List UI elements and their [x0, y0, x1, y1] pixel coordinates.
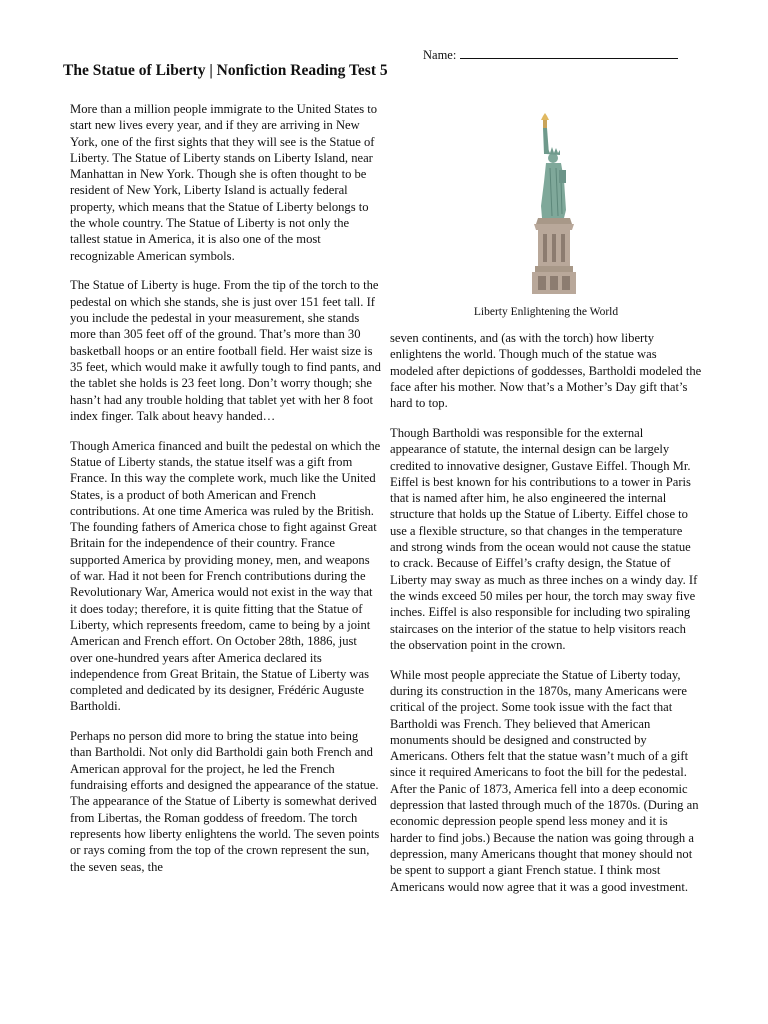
name-field[interactable] [423, 46, 678, 63]
name-blank-line[interactable] [460, 46, 678, 59]
paragraph: While most people appreciate the Statue of Liberty today, during its construction in the 1870s, many Americans were critical of the project. Some took issue with the fact that Bartholdi was French. They believed that American monuments should be designed and constructed by Americans. Others felt that the statue wasn’t much of a gift since it required Americans to foot the bill for the pedestal. After the Panic of 1873, America fell into a deep economic depression that lasted through much of the 1870s. (During an economic depression people spend less money and it is harder to find jobs.) Because the nation was going through a depression, many Americans thought that money should not be spent to support a giant French statue. I think most Americans would now agree that it was a good investment. [390, 667, 699, 894]
name-label: Name: [423, 48, 457, 62]
figure-caption: Liberty Enlightening the World [473, 306, 619, 318]
statue-figure [460, 110, 650, 300]
paragraph: More than a million people immigrate to the United States to start new lives every year, and if they are arriving in New York, one of the first sights that they will see is the Statue of Liberty. The Statue of Liberty stands on Liberty Island, near Manhattan in New York. Though she is often thought to be resident of New York, Liberty Island is actually federal property, which means that the Statue of Liberty belongs to the whole country. The Statue of Liberty is not only the tallest statue in America, it is also one of the most recognizable American symbols. [70, 102, 378, 263]
page-title: The Statue of Liberty | Nonfiction Reading Test 5 [63, 62, 388, 79]
left-column [70, 101, 382, 888]
paragraph: The Statue of Liberty is huge. From the tip of the torch to the pedestal on which she stands, she is just over 151 feet tall. If you include the pedestal in your measurement, she stands more than 305 feet off of the ground. That’s more than 30 basketball hoops or an entire football field. Her waist size is 35 feet, which would make it awfully tough to find pants, and the tablet she holds is 23 feet long. Don’t worry though; she hasn’t had any trouble holding that tablet yet with her 8 foot index finger. Talk about heavy handed… [70, 278, 381, 423]
right-column [390, 330, 702, 908]
paragraph: Though America financed and built the pedestal on which the Statue of Liberty stands, the statue itself was a gift from France. In this way the complete work, much like the United States, is a product of both American and French contributions. At one time America was ruled by the British. The founding fathers of America chose to fight against Great Britain for the independence of their country. France supported America by providing money, men, and weapons of war. Had it not been for French contributions during the Revolutionary War, America would not exist in the way that it does today; therefore, it is quite fitting that the Statue of Liberty, which represents freedom, came to being by a joint American and French effort. On October 28th, 1886, just over one-hundred years after America declared its independence from Great Britain, the Statue of Liberty was completed and dedicated by its designer, Frédéric Auguste Bartholdi. [70, 438, 381, 714]
paragraph: Though Bartholdi was responsible for the external appearance of statute, the internal design can be largely credited to innovative designer, Gustave Eiffel. Though Mr. Eiffel is best known for his contributions to a tower in Paris that is named after him, he also engineered the internal structure that holds up the Statue of Liberty. Eiffel chose to use a flexible structure, so that changes in the temperature and strong winds from the ocean would not cause the statue to crack. Because of Eiffel’s crafty design, the Statue of Liberty may sway as much as three inches on a windy day. If the winds exceed 50 miles per hour, the torch may sway five inches. Eiffel is also responsible for including two spiraling staircases on the interior of the statue to help visitors reach the observation point in the crown. [390, 425, 698, 652]
paragraph: seven continents, and (as with the torch) how liberty enlightens the world. Though much of the statue was modeled after depictions of goddesses, Bartholdi modeled the face after his mother. Now that’s a Mother’s Day gift that’s hard to top. [390, 331, 702, 411]
paragraph: Perhaps no person did more to bring the statue into being than Bartholdi. Not only did Bartholdi gain both French and American approval for the project, he led the French fundraising efforts and designed the appearance of the statue. The appearance of the Statue of Liberty is somewhat derived from Libertas, the Roman goddess of freedom. The torch represents how liberty enlightens the world. The seven points or rays coming from the top of the crown represent the sun, the seven seas, the [70, 729, 380, 874]
statue-of-liberty-icon [460, 110, 650, 300]
